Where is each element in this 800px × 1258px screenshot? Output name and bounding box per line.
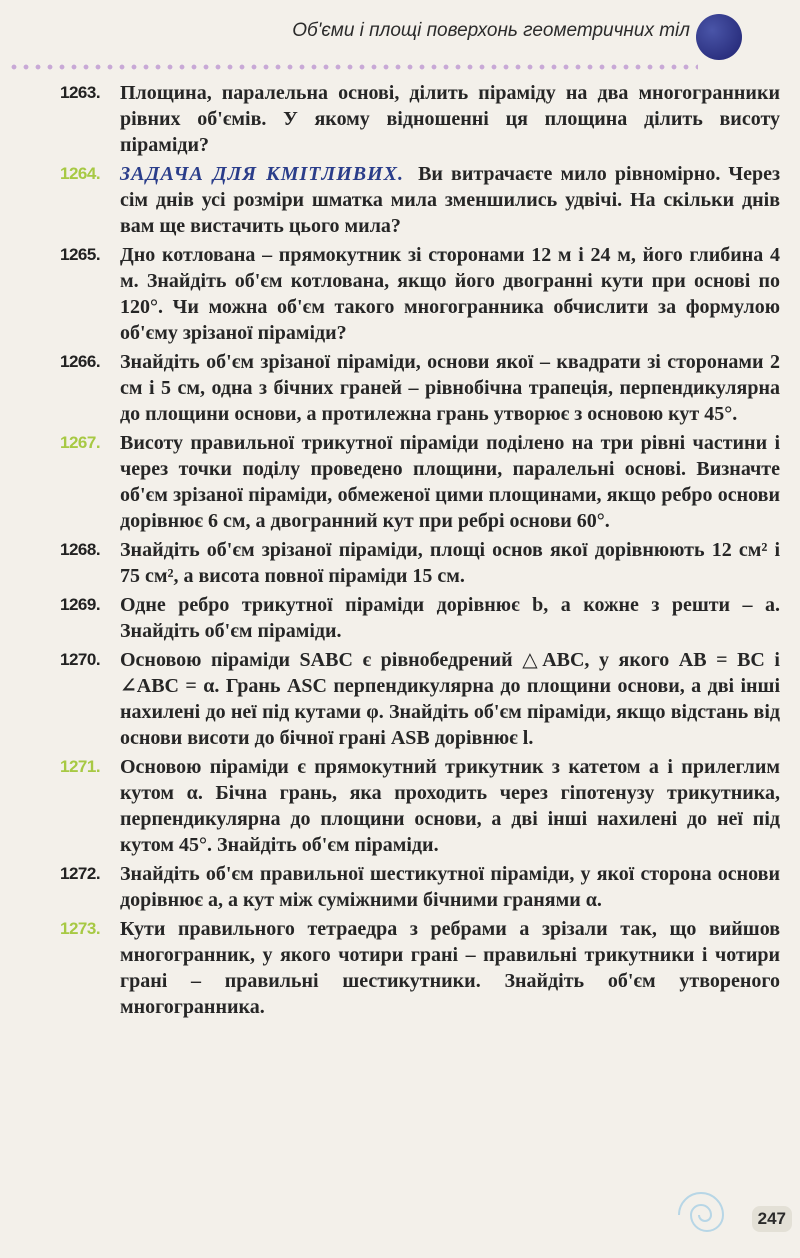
problem-text: Знайдіть об'єм зрізаної піраміди, площі основ якої дорівнюють 12 см² і 75 см², а висота повної піраміди 15 см. <box>120 539 780 587</box>
swirl-decoration-icon <box>660 1180 750 1250</box>
problem-number: 1265. <box>60 245 101 264</box>
problem-number: 1273. <box>60 919 101 938</box>
problem-number: 1270. <box>60 650 101 669</box>
decorative-circle-icon <box>696 14 742 60</box>
problem-text: Площина, паралельна основі, ділить піраміду на два многогранники рівних об'ємів. У якому відношенні ця площина ділить висоту піраміди? <box>120 82 780 156</box>
page-number: 247 <box>752 1206 792 1232</box>
problem-text: Висоту правильної трикутної піраміди поділено на три рівні частини і через точки поділу проведено площини, паралельні основі. Визначте об'єм зрізаної піраміди, обмеженої цими площинами, якщо ребро основи дорівнює 6 см, а двогранний кут при ребрі основи 60°. <box>120 432 780 532</box>
dotted-divider <box>8 64 698 70</box>
problem-number: 1266. <box>60 352 101 371</box>
problem-1266 <box>60 349 780 427</box>
problem-1263 <box>60 80 780 158</box>
problem-text: Знайдіть об'єм правильної шестикутної піраміди, у якої сторона основи дорівнює a, а кут між суміжними бічними гранями α. <box>120 863 780 911</box>
problem-text: Кути правильного тетраедра з ребрами a зрізали так, що вийшов многогранник, у якого чотири грані – правильні трикутники і чотири грані – правильні шестикутники. Знайдіть об'єм утвореного многогранника. <box>120 918 780 1018</box>
problem-number: 1263. <box>60 83 101 102</box>
section-title: Об'єми і площі поверхонь геометричних тіл <box>292 20 690 41</box>
problem-1270 <box>60 647 780 751</box>
problem-1268 <box>60 537 780 589</box>
problem-1264 <box>60 161 780 239</box>
problem-list <box>60 80 780 1023</box>
problem-text: Дно котлована – прямокутник зі сторонами 12 м і 24 м, його глибина 4 м. Знайдіть об'єм котлована, якщо його двогранні кути при основі по 120°. Чи можна об'єм такого многогранника обчислити за формулою об'єму зрізаної піраміди? <box>120 244 780 344</box>
problem-text: Ви витрачаєте мило рівномірно. Через сім днів усі розміри шматка мила зменшились удвічі. На скільки днів вам ще вистачить цього мила? <box>120 163 780 237</box>
problem-1269 <box>60 592 780 644</box>
problem-number: 1271. <box>60 757 101 776</box>
problem-1267 <box>60 430 780 534</box>
problem-text: Знайдіть об'єм зрізаної піраміди, основи якої – квадрати зі сторонами 2 см і 5 см, одна з бічних граней – рівнобічна трапеція, перпендикулярна до площини основи, а протилежна грань утворює з основою кут 45°. <box>120 351 780 425</box>
problem-1265 <box>60 242 780 346</box>
problem-number: 1269. <box>60 595 101 614</box>
problem-number: 1267. <box>60 433 101 452</box>
problem-number: 1272. <box>60 864 101 883</box>
problem-number: 1268. <box>60 540 101 559</box>
problem-1271 <box>60 754 780 858</box>
problem-text: Одне ребро трикутної піраміди дорівнює b, а кожне з решти – a. Знайдіть об'єм піраміди. <box>120 594 780 642</box>
problem-number: 1264. <box>60 164 101 183</box>
problem-1273 <box>60 916 780 1020</box>
problem-text: Основою піраміди є прямокутний трикутник з катетом a і прилеглим кутом α. Бічна грань, яка проходить через гіпотенузу трикутника, перпендикулярна до площини основи, а дві інші нахилені до неї під кутом 45°. Знайдіть об'єм піраміди. <box>120 756 780 856</box>
problem-label: ЗАДАЧА ДЛЯ КМІТЛИВИХ. <box>120 163 405 185</box>
problem-text: Основою піраміди SABC є рівнобедрений △ABC, у якого AB = BC і ∠ABC = α. Грань ASC перпендикулярна до площини основи, а дві інші нахилені до неї під кутами φ. Знайдіть об'єм піраміди, якщо відстань від основи висоти до бічної грані ASB дорівнює l. <box>120 649 780 749</box>
problem-1272 <box>60 861 780 913</box>
page-header <box>0 0 800 80</box>
